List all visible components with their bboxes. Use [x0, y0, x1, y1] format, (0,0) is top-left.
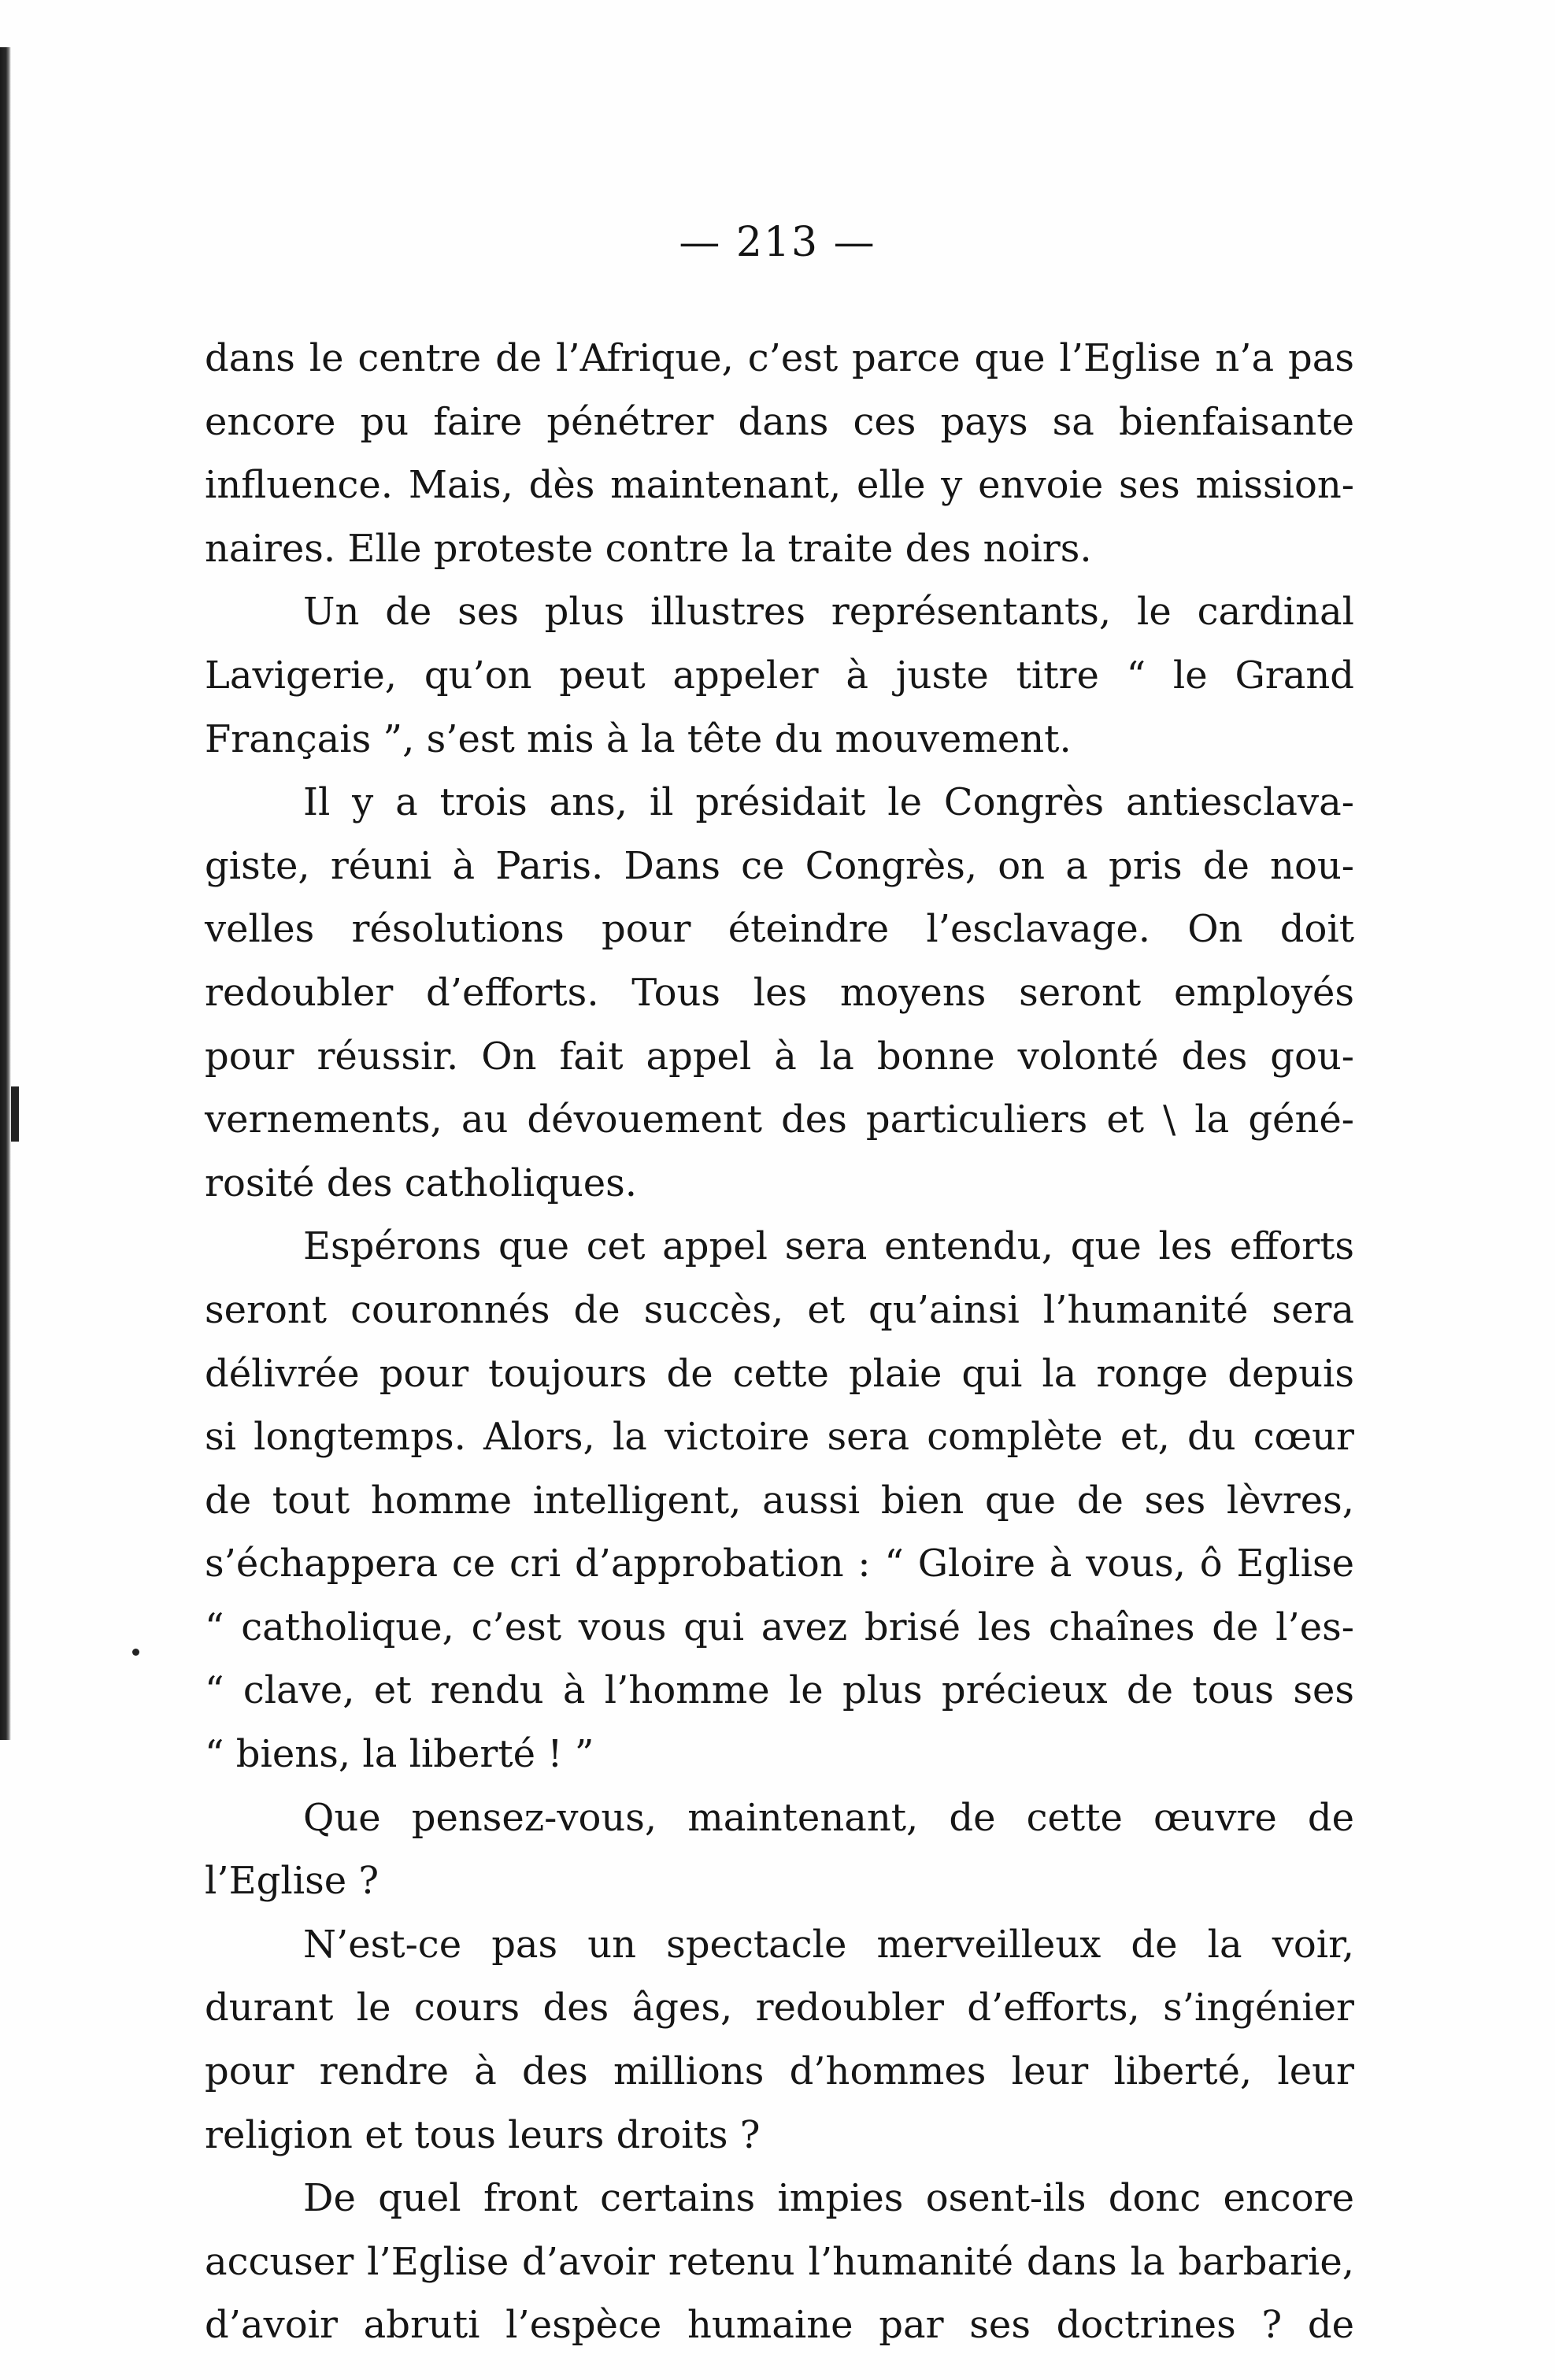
text-line: si longtemps. Alors, la victoire sera complète et, du cœur [205, 1415, 1354, 1460]
page-number: — 213 — [679, 219, 876, 266]
text-line: encore pu faire pénétrer dans ces pays sa bienfaisante [205, 399, 1354, 444]
paragraph [205, 2167, 1354, 2357]
text-line: “ catholique, c’est vous qui avez brisé les chaînes de l’es- [205, 1605, 1354, 1649]
text-line: délivrée pour toujours de cette plaie qui la ronge depuis [205, 1351, 1354, 1396]
text-line: vernements, au dévouement des particuliers et \ la géné- [205, 1097, 1354, 1142]
text-line: seront couronnés de succès, et qu’ainsi l’humanité sera [205, 1287, 1354, 1332]
text-line: Espérons que cet appel sera entendu, que les efforts [303, 1224, 1354, 1269]
text-line: redoubler d’efforts. Tous les moyens seront employés [205, 970, 1354, 1015]
text-line: “ biens, la liberté ! ” [205, 1732, 594, 1777]
text-line: dans le centre de l’Afrique, c’est parce que l’Eglise n’a pas [205, 336, 1354, 380]
paragraph [205, 1786, 1354, 1913]
text-line: pour rendre à des millions d’hommes leur liberté, leur [205, 2049, 1354, 2094]
text-line: “ clave, et rendu à l’homme le plus précieux de tous ses [205, 1668, 1354, 1713]
paragraph [205, 327, 1354, 580]
text-line: rosité des catholiques. [205, 1160, 638, 1205]
paragraph [205, 580, 1354, 771]
body-text [205, 327, 1354, 2357]
text-line: Français ”, s’est mis à la tête du mouvement. [205, 716, 1072, 761]
text-line: Un de ses plus illustres représentants, le cardinal [303, 590, 1354, 635]
paragraph [205, 771, 1354, 1215]
binding-edge [0, 47, 11, 1740]
text-line: giste, réuni à Paris. Dans ce Congrès, on a pris de nou- [205, 843, 1354, 888]
text-line: influence. Mais, dès maintenant, elle y envoie ses mission- [205, 463, 1354, 508]
text-line: naires. Elle proteste contre la traite des noirs. [205, 526, 1092, 571]
text-line: accuser l’Eglise d’avoir retenu l’humanité dans la barbarie, [205, 2239, 1354, 2284]
text-line: de tout homme intelligent, aussi bien que de ses lèvres, [205, 1478, 1354, 1523]
text-line: durant le cours des âges, redoubler d’efforts, s’ingénier [205, 1986, 1354, 2030]
text-line: religion et tous leurs droits ? [205, 2112, 761, 2157]
text-line: Que pensez-vous, maintenant, de cette œuvre de [303, 1795, 1354, 1840]
text-line: d’avoir abruti l’espèce humaine par ses doctrines ? de [205, 2303, 1354, 2348]
text-line: De quel front certains impies osent-ils donc encore [303, 2176, 1354, 2221]
text-line: s’échappera ce cri d’approbation : “ Gloire à vous, ô Eglise [205, 1542, 1354, 1586]
paragraph [205, 1913, 1354, 2167]
text-line: Lavigerie, qu’on peut appeler à juste titre “ le Grand [205, 653, 1354, 698]
margin-dot [132, 1649, 139, 1656]
text-line: N’est-ce pas un spectacle merveilleux de la voir, [303, 1922, 1354, 1967]
text-line: l’Eglise ? [205, 1859, 379, 1904]
binding-mark [11, 1086, 19, 1142]
text-line: velles résolutions pour éteindre l’esclavage. On doit [205, 907, 1354, 952]
text-line: pour réussir. On fait appel à la bonne volonté des gou- [205, 1034, 1354, 1079]
paragraph [205, 1215, 1354, 1786]
text-line: Il y a trois ans, il présidait le Congrès antiesclava- [303, 780, 1354, 825]
